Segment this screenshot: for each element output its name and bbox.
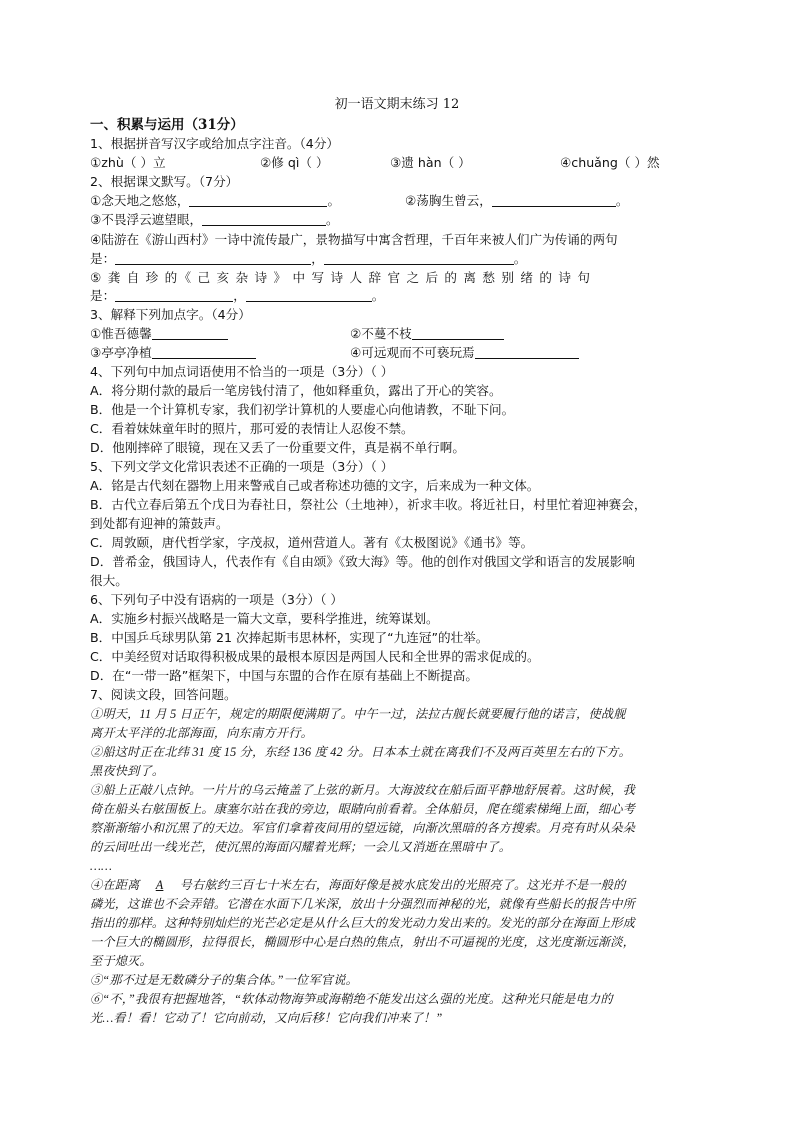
q3-word: ③亭亭净植 bbox=[90, 345, 152, 360]
passage-line: 一个巨大的椭圆形，拉得很长，椭圆形中心是白热的焦点，射出不可逼视的光度，这光度渐远渐淡， bbox=[90, 935, 636, 949]
blank-a-marker: A bbox=[155, 878, 164, 892]
passage-line: ②船这时正在北纬 31 度 15 分，东经 136 度 42 分。日本本土就在离我们不及两百英里左右的下方。 bbox=[90, 745, 631, 759]
answer-blank[interactable] bbox=[324, 251, 514, 265]
q2-line-5: ⑤ 龚 自 珍 的《 己 亥 杂 诗 》 中 写 诗 人 辞 官 之 后 的 离 愁 别 绪 的 诗 句 bbox=[90, 270, 592, 285]
q2-line-3: ④陆游在《游山西村》一诗中流传最广，景物描写中寓含哲理，千百年来被人们广为传诵的两句 bbox=[90, 232, 618, 247]
q2-prompt: ②荡胸生曾云， bbox=[405, 193, 492, 208]
q2-stem: 2、根据课文默写。（7分） bbox=[90, 174, 239, 189]
passage-line bbox=[90, 876, 626, 894]
q2-prompt: ①念天地之悠悠， bbox=[90, 193, 190, 208]
q3-item-2 bbox=[350, 325, 504, 343]
q2-line-6: 是： ， 。 bbox=[90, 288, 385, 303]
q1-item-2: ②修 qì（ ） bbox=[260, 155, 329, 170]
answer-blank[interactable] bbox=[475, 345, 579, 359]
answer-blank[interactable] bbox=[152, 326, 228, 340]
q4-option-a: A．将分期付款的最后一笔房钱付清了，他如释重负，露出了开心的笑容。 bbox=[90, 383, 502, 398]
q1-stem: 1、根据拼音写汉字或给加点字注音。（4分） bbox=[90, 136, 340, 151]
q3-stem: 3、解释下列加点字。（4分） bbox=[90, 307, 251, 322]
q2-line-1b: ②荡胸生曾云， 。 bbox=[405, 193, 629, 208]
q6-option-b: B．中国乒乓球男队第 21 次捧起斯韦思林杯，实现了“九连冠”的壮举。 bbox=[90, 630, 489, 645]
q1-item-3: ③遗 hàn（ ） bbox=[390, 155, 471, 170]
q5-stem: 5、下列文学文化常识表述不正确的一项是（3分）（ ） bbox=[90, 459, 394, 474]
q6-stem: 6、下列句子中没有语病的一项是（3分）（ ） bbox=[90, 592, 344, 607]
answer-blank[interactable] bbox=[492, 193, 616, 207]
passage-text: ④在距离 bbox=[90, 878, 140, 892]
passage-line: ③船上正敲八点钟。一片片的乌云掩盖了上弦的新月。大海波纹在船后面平静地舒展着。这时候，我 bbox=[90, 783, 636, 797]
q3-word: ②不蔓不枝 bbox=[350, 326, 412, 341]
answer-blank[interactable] bbox=[115, 288, 233, 302]
q2-prompt: ③不畏浮云遮望眼， bbox=[90, 212, 203, 227]
passage-line: 至于熄灭。 bbox=[90, 954, 152, 968]
passage-line: 光…看！看！它动了！它向前动，又向后移！它向我们冲来了！” bbox=[90, 1011, 443, 1025]
passage-line: 离开太平洋的北部海面，向东南方开行。 bbox=[90, 726, 313, 740]
q2-prompt: 是： bbox=[90, 251, 116, 266]
q5-option-a: A．铭是古代刻在器物上用来警戒自己或者称述功德的文字，后来成为一种文体。 bbox=[90, 478, 540, 493]
q1-item-1: ①zhù（ ）立 bbox=[90, 155, 166, 170]
passage-line: 黑夜快到了。 bbox=[90, 764, 165, 778]
answer-blank[interactable] bbox=[152, 345, 256, 359]
q5-option-c: C．周敦颐，唐代哲学家，字茂叔，道州营道人。著有《太极图说》《通书》等。 bbox=[90, 535, 534, 550]
q4-option-c: C．看着妹妹童年时的照片，那可爱的表情让人忍俊不禁。 bbox=[90, 421, 414, 436]
passage-line: 倚在船头右舷围板上。康塞尔站在我的旁边，眼睛向前看着。全体船员，爬在缆索梯绳上面，细心考 bbox=[90, 802, 636, 816]
q5-option-b-line1: B．古代立春后第五个戊日为春社日，祭社公（土地神），祈求丰收。将近社日，村里忙着迎神赛会， bbox=[90, 497, 647, 512]
q5-option-d-line1: D．普希金，俄国诗人，代表作有《自由颂》《致大海》等。他的创作对俄国文学和语言的发展影响 bbox=[90, 554, 635, 569]
passage-line: 的云间吐出一线光芒，使沉黑的海面闪耀着光辉；一会儿又消逝在黑暗中了。 bbox=[90, 840, 512, 854]
section-heading: 一、积累与运用（31分） bbox=[90, 117, 244, 133]
q6-option-d: D．在“一带一路”框架下，中国与东盟的合作在原有基础上不断提高。 bbox=[90, 668, 478, 683]
q5-option-b-line2: 到处都有迎神的箫鼓声。 bbox=[90, 516, 229, 531]
q3-item-1 bbox=[90, 325, 228, 343]
passage-line: 指出的那样。这种特别灿烂的光芒必定是从什么巨大的发光动力发出来的。发光的部分在海面上形成 bbox=[90, 916, 636, 930]
q1-item-4: ④chuǎng（ ）然 bbox=[560, 155, 660, 170]
q2-line-4: 是： ， 。 bbox=[90, 251, 527, 266]
q5-option-d-line2: 很大。 bbox=[90, 573, 128, 588]
q3-item-4 bbox=[350, 344, 579, 362]
answer-blank[interactable] bbox=[189, 193, 327, 207]
passage-text: 号右舷约三百七十米左右，海面好像是被水底发出的光照亮了。这光并不是一般的 bbox=[179, 878, 626, 892]
q4-option-d: D．他刚摔碎了眼镜，现在又丢了一份重要文件，真是祸不单行啊。 bbox=[90, 440, 465, 455]
q7-stem: 7、阅读文段，回答问题。 bbox=[90, 687, 237, 702]
answer-blank[interactable] bbox=[115, 251, 311, 265]
answer-blank[interactable] bbox=[202, 212, 326, 226]
q2-line-1a: ①念天地之悠悠， 。 bbox=[90, 193, 341, 208]
q2-line-2: ③不畏浮云遮望眼， 。 bbox=[90, 212, 339, 227]
passage-ellipsis: …… bbox=[90, 859, 113, 873]
answer-blank[interactable] bbox=[246, 288, 372, 302]
q4-option-b: B．他是一个计算机专家，我们初学计算机的人要虚心向他请教，不耻下问。 bbox=[90, 402, 515, 417]
q2-prompt: 是： bbox=[90, 288, 116, 303]
page-title: 初一语文期末练习 12 bbox=[334, 97, 460, 112]
q6-option-c: C．中美经贸对话取得积极成果的最根本原因是两国人民和全世界的需求促成的。 bbox=[90, 649, 540, 664]
q6-option-a: A．实施乡村振兴战略是一篇大文章，要科学推进，统筹谋划。 bbox=[90, 611, 439, 626]
q3-word: ①惟吾德馨 bbox=[90, 326, 152, 341]
passage-line: 察渐渐缩小和沉黑了的天边。军官们拿着夜间用的望远镜，向渐次黑暗的各方搜索。月亮有时从朵朵 bbox=[90, 821, 636, 835]
answer-blank[interactable] bbox=[412, 326, 504, 340]
passage-line: ①明天，11 月 5 日正午，规定的期限便满期了。中午一过，法拉古舰长就要履行他的诺言，使战舰 bbox=[90, 707, 626, 721]
q3-word: ④可远观而不可亵玩焉 bbox=[350, 345, 475, 360]
passage-line: 磷光，这谁也不会弄错。它潜在水面下几米深，放出十分强烈而神秘的光，就像有些船长的报告中所 bbox=[90, 897, 636, 911]
passage-line: ⑤“那不过是无数磷分子的集合体。”一位军官说。 bbox=[90, 973, 358, 987]
q4-stem: 4、下列句中加点词语使用不恰当的一项是（3分）（ ） bbox=[90, 364, 394, 379]
q3-item-3 bbox=[90, 344, 256, 362]
passage-line: ⑥“不，”我很有把握地答，“软体动物海笋或海鞘绝不能发出这么强的光度。这种光只能是电力的 bbox=[90, 992, 613, 1006]
